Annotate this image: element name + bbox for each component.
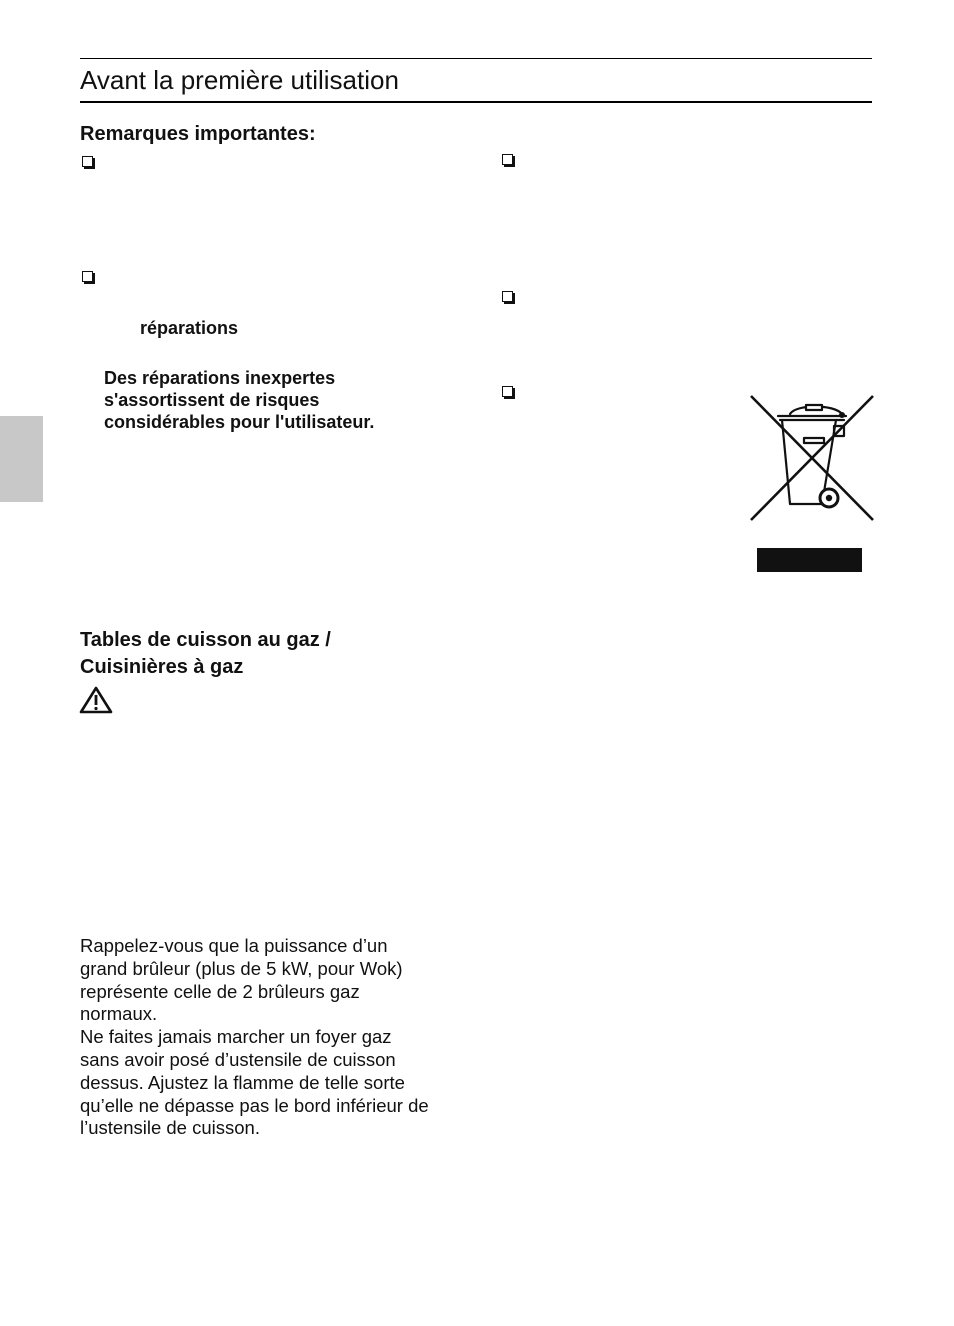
gas-heading (80, 627, 331, 681)
gas-paragraph-line: dessus. Ajustez la flamme de telle sorte (80, 1071, 405, 1093)
repairs-label: réparations (140, 318, 239, 338)
crossed-out-wheelie-bin-icon (748, 392, 876, 524)
checkbox-icon (82, 271, 93, 282)
repairs-warning (104, 367, 374, 433)
warning-triangle-icon (79, 686, 113, 715)
gas-paragraph-line: Rappelez-vous que la puissance d’un (80, 935, 388, 956)
weee-black-bar (757, 548, 862, 572)
side-tab-marker (0, 416, 43, 502)
header-top-rule (80, 58, 872, 59)
checkbox-icon (502, 154, 513, 165)
header-bottom-rule (80, 101, 872, 103)
gas-paragraph (80, 935, 429, 1140)
gas-paragraph-line: grand brûleur (plus de 5 kW, pour Wok) (80, 957, 403, 979)
repairs-warning-line: considérables pour l'utilisateur. (104, 412, 375, 432)
checkbox-icon (502, 386, 513, 397)
repairs-warning-line: s'assortissent de risques (104, 390, 320, 410)
checkbox-icon (502, 291, 513, 302)
repairs-warning-line: Des réparations inexpertes (104, 368, 336, 388)
gas-paragraph-line: l’ustensile de cuisson. (80, 1117, 260, 1139)
gas-paragraph-line: normaux. (80, 1003, 158, 1025)
gas-paragraph-line: sans avoir posé d’ustensile de cuisson (80, 1048, 396, 1070)
gas-paragraph-line: qu’elle ne dépasse pas le bord inférieur de (80, 1094, 429, 1116)
checkbox-icon (82, 156, 93, 167)
gas-heading-line: Tables de cuisson au gaz / (80, 629, 331, 651)
gas-paragraph-line: Ne faites jamais marcher un foyer gaz (80, 1026, 392, 1048)
gas-heading-line: Cuisinières à gaz (80, 656, 244, 678)
gas-paragraph-line: représente celle de 2 brûleurs gaz (80, 980, 360, 1002)
remarques-heading: Remarques importantes: (80, 123, 316, 145)
section-title: Avant la première utilisation (80, 65, 399, 95)
